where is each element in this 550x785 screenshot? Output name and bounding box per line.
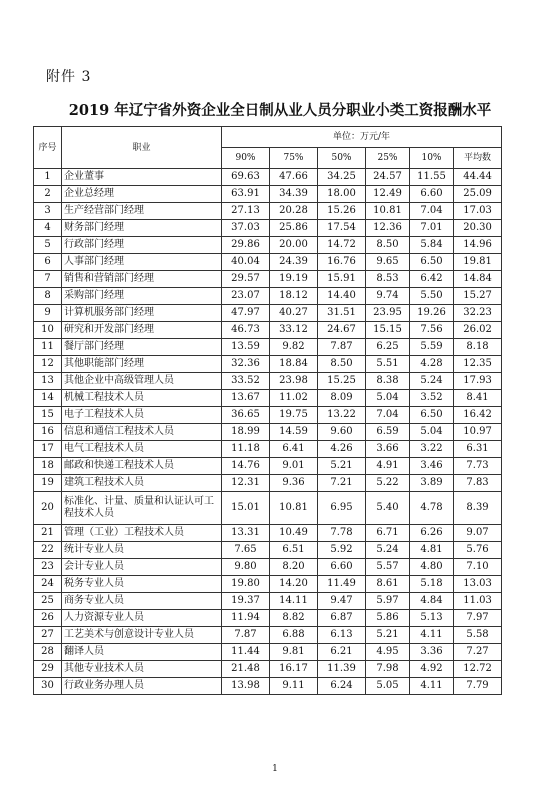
row-index: 7 xyxy=(34,271,62,288)
row-value: 11.39 xyxy=(318,661,366,678)
row-value: 12.35 xyxy=(454,356,502,373)
table-row xyxy=(34,373,502,390)
row-value: 9.81 xyxy=(270,644,318,661)
row-index: 21 xyxy=(34,525,62,542)
row-job: 企业总经理 xyxy=(62,186,222,203)
row-value: 14.72 xyxy=(318,237,366,254)
annex-label: 附件 3 xyxy=(46,69,92,85)
row-value: 69.63 xyxy=(222,169,270,186)
header-index: 序号 xyxy=(34,127,62,169)
row-value: 26.02 xyxy=(454,322,502,339)
row-value: 32.36 xyxy=(222,356,270,373)
row-value: 5.58 xyxy=(454,627,502,644)
row-value: 8.20 xyxy=(270,559,318,576)
row-job: 建筑工程技术人员 xyxy=(62,475,222,492)
table-row xyxy=(34,458,502,475)
header-col: 平均数 xyxy=(454,148,502,169)
row-value: 18.84 xyxy=(270,356,318,373)
row-value: 9.74 xyxy=(366,288,410,305)
row-value: 7.10 xyxy=(454,559,502,576)
table-row xyxy=(34,356,502,373)
row-value: 19.81 xyxy=(454,254,502,271)
table-row xyxy=(34,559,502,576)
row-value: 5.50 xyxy=(410,288,454,305)
row-job: 人事部门经理 xyxy=(62,254,222,271)
row-value: 18.12 xyxy=(270,288,318,305)
row-value: 4.92 xyxy=(410,661,454,678)
row-index: 18 xyxy=(34,458,62,475)
row-index: 20 xyxy=(34,492,62,525)
row-value: 14.96 xyxy=(454,237,502,254)
row-job: 税务专业人员 xyxy=(62,576,222,593)
row-value: 33.52 xyxy=(222,373,270,390)
row-value: 17.03 xyxy=(454,203,502,220)
row-value: 5.92 xyxy=(318,542,366,559)
row-job: 行政业务办理人员 xyxy=(62,678,222,695)
row-index: 24 xyxy=(34,576,62,593)
table-row xyxy=(34,678,502,695)
row-job: 其他专业技术人员 xyxy=(62,661,222,678)
row-value: 5.18 xyxy=(410,576,454,593)
row-value: 6.50 xyxy=(410,254,454,271)
row-value: 17.54 xyxy=(318,220,366,237)
row-index: 5 xyxy=(34,237,62,254)
row-value: 5.57 xyxy=(366,559,410,576)
row-value: 5.24 xyxy=(366,542,410,559)
row-value: 6.71 xyxy=(366,525,410,542)
row-value: 9.11 xyxy=(270,678,318,695)
row-value: 14.84 xyxy=(454,271,502,288)
row-value: 8.18 xyxy=(454,339,502,356)
table-row xyxy=(34,542,502,559)
row-value: 4.84 xyxy=(410,593,454,610)
row-value: 6.26 xyxy=(410,525,454,542)
row-index: 22 xyxy=(34,542,62,559)
header-col: 75% xyxy=(270,148,318,169)
row-index: 19 xyxy=(34,475,62,492)
row-value: 33.12 xyxy=(270,322,318,339)
header-unit: 单位：万元/年 xyxy=(222,127,502,148)
row-value: 3.46 xyxy=(410,458,454,475)
row-index: 23 xyxy=(34,559,62,576)
row-index: 4 xyxy=(34,220,62,237)
row-value: 6.31 xyxy=(454,441,502,458)
row-job: 电气工程技术人员 xyxy=(62,441,222,458)
row-value: 3.22 xyxy=(410,441,454,458)
row-index: 13 xyxy=(34,373,62,390)
row-value: 10.49 xyxy=(270,525,318,542)
row-value: 5.13 xyxy=(410,610,454,627)
row-value: 5.04 xyxy=(366,390,410,407)
row-value: 5.22 xyxy=(366,475,410,492)
row-index: 11 xyxy=(34,339,62,356)
row-value: 12.49 xyxy=(366,186,410,203)
row-value: 14.59 xyxy=(270,424,318,441)
table-row xyxy=(34,407,502,424)
table-row xyxy=(34,220,502,237)
table-row xyxy=(34,661,502,678)
row-index: 15 xyxy=(34,407,62,424)
row-value: 7.87 xyxy=(222,627,270,644)
row-value: 23.98 xyxy=(270,373,318,390)
row-value: 5.04 xyxy=(410,424,454,441)
table-row xyxy=(34,627,502,644)
row-value: 27.13 xyxy=(222,203,270,220)
row-value: 34.39 xyxy=(270,186,318,203)
row-job: 销售和营销部门经理 xyxy=(62,271,222,288)
row-value: 18.99 xyxy=(222,424,270,441)
row-value: 32.23 xyxy=(454,305,502,322)
row-value: 5.51 xyxy=(366,356,410,373)
row-value: 4.91 xyxy=(366,458,410,475)
row-index: 1 xyxy=(34,169,62,186)
row-value: 11.03 xyxy=(454,593,502,610)
row-value: 13.22 xyxy=(318,407,366,424)
row-value: 6.21 xyxy=(318,644,366,661)
row-value: 5.86 xyxy=(366,610,410,627)
row-value: 29.57 xyxy=(222,271,270,288)
row-value: 5.59 xyxy=(410,339,454,356)
row-index: 10 xyxy=(34,322,62,339)
row-job: 工艺美术与创意设计专业人员 xyxy=(62,627,222,644)
row-value: 7.98 xyxy=(366,661,410,678)
row-value: 6.50 xyxy=(410,407,454,424)
row-value: 13.59 xyxy=(222,339,270,356)
row-value: 23.95 xyxy=(366,305,410,322)
page-number: 1 xyxy=(272,764,278,774)
table-row xyxy=(34,254,502,271)
row-value: 9.36 xyxy=(270,475,318,492)
header-col: 25% xyxy=(366,148,410,169)
row-value: 6.59 xyxy=(366,424,410,441)
row-value: 7.79 xyxy=(454,678,502,695)
row-value: 8.82 xyxy=(270,610,318,627)
row-job: 餐厅部门经理 xyxy=(62,339,222,356)
row-job: 商务专业人员 xyxy=(62,593,222,610)
row-value: 13.67 xyxy=(222,390,270,407)
row-value: 17.93 xyxy=(454,373,502,390)
row-value: 9.07 xyxy=(454,525,502,542)
row-value: 37.03 xyxy=(222,220,270,237)
row-job: 机械工程技术人员 xyxy=(62,390,222,407)
row-index: 28 xyxy=(34,644,62,661)
row-value: 14.11 xyxy=(270,593,318,610)
row-value: 11.94 xyxy=(222,610,270,627)
row-value: 4.81 xyxy=(410,542,454,559)
row-value: 7.01 xyxy=(410,220,454,237)
row-value: 11.02 xyxy=(270,390,318,407)
row-value: 8.50 xyxy=(366,237,410,254)
salary-table xyxy=(33,126,502,695)
row-index: 14 xyxy=(34,390,62,407)
row-value: 4.11 xyxy=(410,678,454,695)
row-value: 9.82 xyxy=(270,339,318,356)
row-value: 9.65 xyxy=(366,254,410,271)
row-value: 7.97 xyxy=(454,610,502,627)
row-value: 19.75 xyxy=(270,407,318,424)
row-job: 电子工程技术人员 xyxy=(62,407,222,424)
row-value: 20.28 xyxy=(270,203,318,220)
row-value: 9.80 xyxy=(222,559,270,576)
row-value: 3.89 xyxy=(410,475,454,492)
row-value: 15.01 xyxy=(222,492,270,525)
row-value: 4.80 xyxy=(410,559,454,576)
row-value: 8.38 xyxy=(366,373,410,390)
row-value: 7.65 xyxy=(222,542,270,559)
row-value: 6.87 xyxy=(318,610,366,627)
table-row xyxy=(34,339,502,356)
row-value: 4.95 xyxy=(366,644,410,661)
row-value: 11.44 xyxy=(222,644,270,661)
row-job: 计算机服务部门经理 xyxy=(62,305,222,322)
row-value: 12.72 xyxy=(454,661,502,678)
row-value: 8.09 xyxy=(318,390,366,407)
row-value: 47.97 xyxy=(222,305,270,322)
row-index: 12 xyxy=(34,356,62,373)
row-value: 19.80 xyxy=(222,576,270,593)
row-value: 6.95 xyxy=(318,492,366,525)
row-value: 5.76 xyxy=(454,542,502,559)
row-value: 11.18 xyxy=(222,441,270,458)
row-value: 6.24 xyxy=(318,678,366,695)
table-row xyxy=(34,322,502,339)
row-job: 研究和开发部门经理 xyxy=(62,322,222,339)
table-row xyxy=(34,288,502,305)
row-value: 4.28 xyxy=(410,356,454,373)
row-value: 9.47 xyxy=(318,593,366,610)
row-value: 12.36 xyxy=(366,220,410,237)
row-job: 财务部门经理 xyxy=(62,220,222,237)
row-value: 4.26 xyxy=(318,441,366,458)
row-value: 3.36 xyxy=(410,644,454,661)
row-index: 30 xyxy=(34,678,62,695)
row-value: 5.97 xyxy=(366,593,410,610)
row-value: 16.76 xyxy=(318,254,366,271)
row-value: 19.19 xyxy=(270,271,318,288)
row-index: 29 xyxy=(34,661,62,678)
header-col: 10% xyxy=(410,148,454,169)
row-value: 6.60 xyxy=(410,186,454,203)
table-row xyxy=(34,593,502,610)
table-row xyxy=(34,492,502,525)
row-value: 11.49 xyxy=(318,576,366,593)
row-value: 15.27 xyxy=(454,288,502,305)
row-value: 20.30 xyxy=(454,220,502,237)
table-row xyxy=(34,237,502,254)
row-value: 13.98 xyxy=(222,678,270,695)
row-value: 6.88 xyxy=(270,627,318,644)
row-value: 6.25 xyxy=(366,339,410,356)
row-job: 统计专业人员 xyxy=(62,542,222,559)
row-job: 生产经营部门经理 xyxy=(62,203,222,220)
row-value: 10.81 xyxy=(270,492,318,525)
row-value: 5.21 xyxy=(318,458,366,475)
row-index: 2 xyxy=(34,186,62,203)
row-value: 5.21 xyxy=(366,627,410,644)
row-value: 7.04 xyxy=(366,407,410,424)
row-index: 17 xyxy=(34,441,62,458)
row-value: 8.61 xyxy=(366,576,410,593)
row-value: 6.41 xyxy=(270,441,318,458)
row-value: 25.86 xyxy=(270,220,318,237)
row-value: 13.31 xyxy=(222,525,270,542)
row-value: 3.66 xyxy=(366,441,410,458)
row-value: 21.48 xyxy=(222,661,270,678)
row-value: 8.53 xyxy=(366,271,410,288)
row-value: 15.91 xyxy=(318,271,366,288)
row-value: 7.73 xyxy=(454,458,502,475)
row-value: 7.83 xyxy=(454,475,502,492)
row-value: 16.42 xyxy=(454,407,502,424)
row-job: 会计专业人员 xyxy=(62,559,222,576)
table-row xyxy=(34,610,502,627)
table-row xyxy=(34,475,502,492)
row-value: 47.66 xyxy=(270,169,318,186)
row-value: 5.40 xyxy=(366,492,410,525)
row-value: 5.05 xyxy=(366,678,410,695)
row-value: 16.17 xyxy=(270,661,318,678)
row-index: 3 xyxy=(34,203,62,220)
row-value: 7.56 xyxy=(410,322,454,339)
table-row xyxy=(34,390,502,407)
row-job: 其他企业中高级管理人员 xyxy=(62,373,222,390)
row-value: 11.55 xyxy=(410,169,454,186)
row-value: 9.60 xyxy=(318,424,366,441)
table-row xyxy=(34,424,502,441)
row-value: 24.39 xyxy=(270,254,318,271)
row-value: 9.01 xyxy=(270,458,318,475)
table-row xyxy=(34,644,502,661)
row-value: 29.86 xyxy=(222,237,270,254)
table-row xyxy=(34,576,502,593)
row-job: 采购部门经理 xyxy=(62,288,222,305)
row-value: 6.60 xyxy=(318,559,366,576)
header-col: 50% xyxy=(318,148,366,169)
row-job: 人力资源专业人员 xyxy=(62,610,222,627)
row-value: 24.67 xyxy=(318,322,366,339)
row-value: 40.27 xyxy=(270,305,318,322)
row-value: 12.31 xyxy=(222,475,270,492)
row-index: 25 xyxy=(34,593,62,610)
row-value: 5.84 xyxy=(410,237,454,254)
row-index: 26 xyxy=(34,610,62,627)
row-index: 9 xyxy=(34,305,62,322)
row-value: 25.09 xyxy=(454,186,502,203)
row-value: 46.73 xyxy=(222,322,270,339)
row-value: 10.81 xyxy=(366,203,410,220)
page-title: 2019 年辽宁省外资企业全日制从业人员分职业小类工资报酬水平 xyxy=(68,102,492,119)
row-job: 管理（工业）工程技术人员 xyxy=(62,525,222,542)
row-value: 36.65 xyxy=(222,407,270,424)
row-value: 7.78 xyxy=(318,525,366,542)
row-index: 27 xyxy=(34,627,62,644)
row-value: 15.15 xyxy=(366,322,410,339)
row-job: 其他职能部门经理 xyxy=(62,356,222,373)
row-index: 16 xyxy=(34,424,62,441)
table-row xyxy=(34,305,502,322)
row-value: 4.78 xyxy=(410,492,454,525)
row-value: 18.00 xyxy=(318,186,366,203)
row-job: 邮政和快递工程技术人员 xyxy=(62,458,222,475)
row-value: 6.13 xyxy=(318,627,366,644)
row-value: 40.04 xyxy=(222,254,270,271)
row-value: 8.41 xyxy=(454,390,502,407)
row-value: 20.00 xyxy=(270,237,318,254)
row-value: 14.76 xyxy=(222,458,270,475)
table-row xyxy=(34,525,502,542)
row-value: 6.42 xyxy=(410,271,454,288)
table-row xyxy=(34,271,502,288)
table-row xyxy=(34,203,502,220)
row-value: 7.27 xyxy=(454,644,502,661)
row-value: 3.52 xyxy=(410,390,454,407)
row-value: 7.21 xyxy=(318,475,366,492)
row-job: 行政部门经理 xyxy=(62,237,222,254)
row-value: 23.07 xyxy=(222,288,270,305)
row-value: 4.11 xyxy=(410,627,454,644)
header-col: 90% xyxy=(222,148,270,169)
row-value: 34.25 xyxy=(318,169,366,186)
row-value: 63.91 xyxy=(222,186,270,203)
row-value: 7.04 xyxy=(410,203,454,220)
row-value: 15.25 xyxy=(318,373,366,390)
row-value: 15.26 xyxy=(318,203,366,220)
row-value: 10.97 xyxy=(454,424,502,441)
row-job: 翻译人员 xyxy=(62,644,222,661)
table-row xyxy=(34,186,502,203)
row-value: 14.40 xyxy=(318,288,366,305)
row-job: 信息和通信工程技术人员 xyxy=(62,424,222,441)
header-job: 职业 xyxy=(62,127,222,169)
row-value: 8.39 xyxy=(454,492,502,525)
row-value: 7.87 xyxy=(318,339,366,356)
row-value: 8.50 xyxy=(318,356,366,373)
table-row xyxy=(34,169,502,186)
row-index: 6 xyxy=(34,254,62,271)
row-value: 44.44 xyxy=(454,169,502,186)
row-index: 8 xyxy=(34,288,62,305)
row-value: 19.26 xyxy=(410,305,454,322)
row-value: 14.20 xyxy=(270,576,318,593)
row-value: 5.24 xyxy=(410,373,454,390)
row-value: 13.03 xyxy=(454,576,502,593)
row-job: 标准化、计量、质量和认证认可工程技术人员 xyxy=(62,492,222,525)
table-row xyxy=(34,441,502,458)
row-value: 6.51 xyxy=(270,542,318,559)
row-value: 19.37 xyxy=(222,593,270,610)
row-value: 31.51 xyxy=(318,305,366,322)
row-job: 企业董事 xyxy=(62,169,222,186)
row-value: 24.57 xyxy=(366,169,410,186)
